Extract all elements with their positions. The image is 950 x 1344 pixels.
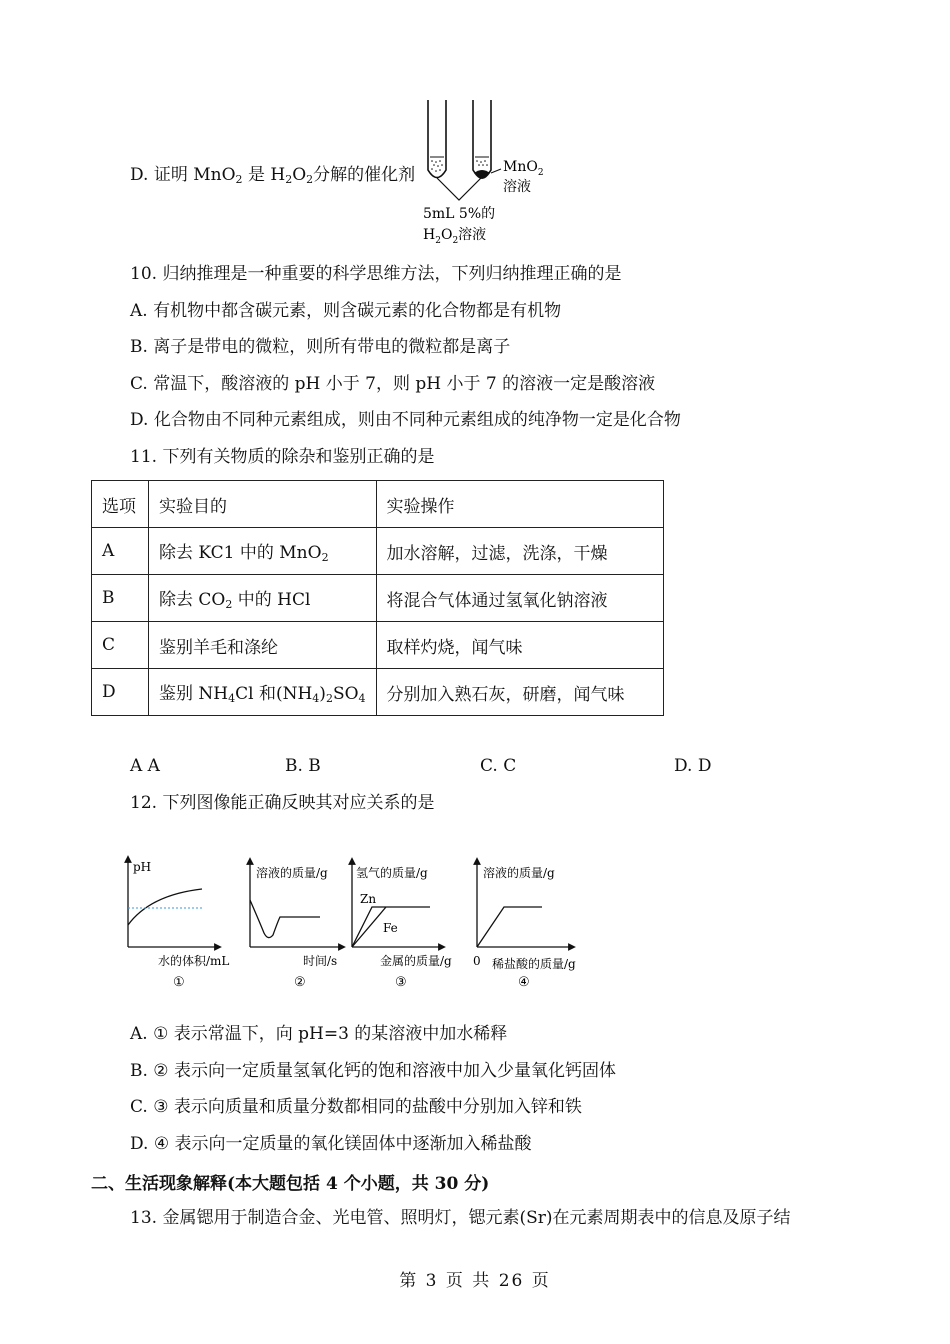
graph-3-xlabel: 金属的质量/g bbox=[380, 954, 452, 968]
graph-1-number: ① bbox=[173, 975, 185, 990]
q9-mno2-sub: 2 bbox=[235, 173, 243, 186]
q13-stem: 13. 金属锶用于制造合金、光电管、照明灯，锶元素(Sr)在元素周期表中的信息及原子结 bbox=[130, 1208, 791, 1228]
row-d-option: D bbox=[92, 669, 149, 716]
q9-option-d bbox=[130, 164, 415, 191]
graph-1-ylabel: pH bbox=[133, 860, 152, 874]
right-test-tube bbox=[473, 100, 491, 178]
header-option: 选项 bbox=[92, 481, 149, 528]
page-footer: 第 3 页 共 26 页 bbox=[399, 1271, 551, 1291]
row-c-option: C bbox=[92, 622, 149, 669]
q12-option-b: B. ② 表示向一定质量氢氧化钙的饱和溶液中加入少量氧化钙固体 bbox=[130, 1061, 616, 1081]
mno2-solid bbox=[474, 170, 490, 179]
graph-3-ylabel: 氢气的质量/g bbox=[356, 866, 428, 880]
row-b-purpose: 除去 $CO_2$ 中的 HCl bbox=[149, 575, 377, 622]
q12-stem: 12. 下列图像能正确反映其对应关系的是 bbox=[130, 793, 435, 813]
q12-option-d: D. ④ 表示向一定质量的氧化镁固体中逐渐加入稀盐酸 bbox=[130, 1134, 532, 1154]
graph-4-ylabel: 溶液的质量/g bbox=[483, 866, 555, 880]
q9-o-sub: 2 bbox=[306, 173, 314, 186]
q10-option-b: B. 离子是带电的微粒，则所有带电的微粒都是离子 bbox=[130, 337, 511, 357]
left-test-tube bbox=[428, 100, 446, 178]
q9-is: 是 bbox=[247, 165, 265, 185]
header-operation: 实验操作 bbox=[376, 481, 663, 528]
row-b-option: B bbox=[92, 575, 149, 622]
graph-2 bbox=[250, 861, 342, 990]
graph-1-curve bbox=[128, 889, 202, 925]
graph-2-ylabel: 溶液的质量/g bbox=[256, 866, 328, 880]
row-b-operation: 将混合气体通过氢氧化钠溶液 bbox=[376, 575, 663, 622]
graph-3 bbox=[352, 861, 452, 990]
table-row bbox=[92, 622, 664, 669]
header-purpose: 实验目的 bbox=[149, 481, 377, 528]
q10-option-c: C. 常温下，酸溶液的 pH 小于 7，则 pH 小于 7 的溶液一定是酸溶液 bbox=[130, 374, 656, 394]
q12-option-c: C. ③ 表示向质量和质量分数都相同的盐酸中分别加入锌和铁 bbox=[130, 1097, 582, 1117]
q9-h-sub: 2 bbox=[285, 173, 293, 186]
q11-answer-c: C. C bbox=[480, 756, 517, 776]
graph-3-number: ③ bbox=[395, 975, 407, 990]
q9-mno2: MnO bbox=[193, 165, 236, 185]
q10-option-d: D. 化合物由不同种元素组成，则由不同种元素组成的纯净物一定是化合物 bbox=[130, 410, 681, 430]
row-a-operation: 加水溶解，过滤，洗涤，干燥 bbox=[376, 528, 663, 575]
q11-answer-b: B. B bbox=[285, 756, 321, 776]
left-tube-liquid bbox=[431, 160, 443, 172]
graph-3-label-zn: Zn bbox=[360, 892, 377, 906]
table-row bbox=[92, 528, 664, 575]
row-c-purpose: 鉴别羊毛和涤纶 bbox=[149, 622, 377, 669]
q10-option-a: A. 有机物中都含碳元素，则含碳元素的化合物都是有机物 bbox=[130, 301, 562, 321]
graph-2-xlabel: 时间/s bbox=[303, 954, 338, 968]
table-row bbox=[92, 575, 664, 622]
q9-option-d-label: D. 证明 bbox=[130, 165, 188, 185]
graph-2-curve bbox=[250, 900, 320, 938]
q9-h: H bbox=[270, 165, 286, 185]
q11-table bbox=[91, 480, 664, 716]
test-tube-diagram bbox=[415, 95, 565, 250]
graph-1-xlabel: 水的体积/mL bbox=[158, 954, 230, 968]
table-row bbox=[92, 669, 664, 716]
graph-2-number: ② bbox=[294, 975, 306, 990]
row-d-operation: 分别加入熟石灰，研磨，闻气味 bbox=[376, 669, 663, 716]
row-a-purpose: 除去 KC1 中的 MnO$_2$ bbox=[149, 528, 377, 575]
q9-o: O bbox=[292, 165, 307, 185]
q11-answer-a: A A bbox=[130, 756, 160, 776]
tube-bottom-label-1: 5mL 5%的 bbox=[423, 206, 496, 222]
row-c-operation: 取样灼烧，闻气味 bbox=[376, 622, 663, 669]
q11-stem: 11. 下列有关物质的除杂和鉴别正确的是 bbox=[130, 447, 435, 467]
row-d-purpose: 鉴别 $NH_4Cl$ 和$(NH_4)_2SO_4$ bbox=[149, 669, 377, 716]
table-header-row bbox=[92, 481, 664, 528]
tube-label-mno2: MnO$_2$ bbox=[503, 159, 544, 178]
graph-3-label-fe: Fe bbox=[383, 921, 398, 935]
tube-label-solution: 溶液 bbox=[503, 179, 531, 195]
q11-answer-d: D. D bbox=[674, 756, 712, 776]
q12-graphs bbox=[120, 855, 600, 995]
graph-4-number: ④ bbox=[518, 975, 530, 990]
graph-1 bbox=[128, 859, 229, 990]
section-2-heading: 二、生活现象解释(本大题包括 4 个小题，共 30 分) bbox=[91, 1174, 490, 1194]
graph-4-xlabel: 稀盐酸的质量/g bbox=[492, 957, 576, 971]
graph-4-origin: 0 bbox=[473, 954, 481, 968]
tube-bottom-label-2: $H_2O_2$溶液 bbox=[423, 227, 487, 246]
right-tube-liquid bbox=[476, 160, 488, 166]
graph-4 bbox=[473, 861, 576, 990]
graph-4-line bbox=[477, 907, 542, 947]
q10-stem: 10. 归纳推理是一种重要的科学思维方法，下列归纳推理正确的是 bbox=[130, 264, 622, 284]
row-a-option: A bbox=[92, 528, 149, 575]
q12-option-a: A. ① 表示常温下，向 pH=3 的某溶液中加水稀释 bbox=[130, 1024, 508, 1044]
q9-catalyst-text: 分解的催化剂 bbox=[313, 165, 416, 185]
